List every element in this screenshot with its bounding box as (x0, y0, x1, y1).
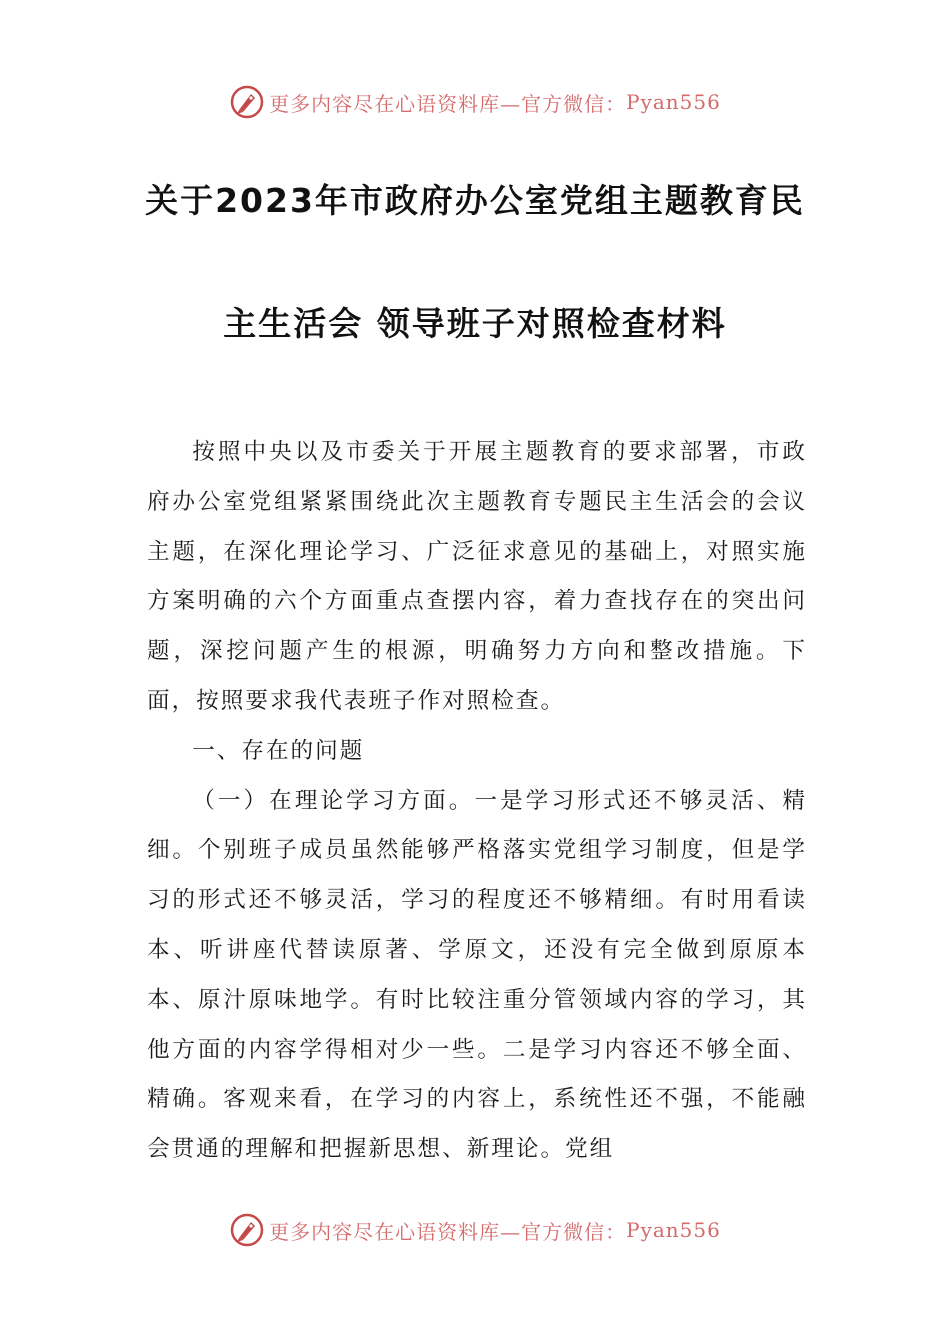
footer-banner-text: 更多内容尽在心语资料库—官方微信： (269, 1219, 627, 1244)
footer-banner-handle: Pyan556 (626, 1218, 721, 1242)
body-paragraph: （一）在理论学习方面。一是学习形式还不够灵活、精细。个别班子成员虽然能够严格落实党组学习制度，但是学习的形式还不够灵活，学习的程度还不够精细。有时用看读本、听讲座代替读原著、学原文，还没有完全做到原原本本、原汁原味地学。有时比较注重分管领域内容的学习，其他方面的内容学得相对少一些。二是学习内容还不够全面、精确。客观来看，在学习的内容上，系统性还不强，不能融会贯通的理解和把握新思想、新理论。党组 (147, 787, 807, 1163)
document-title-line-1: 关于2023年市政府办公室党组主题教育民 (145, 181, 805, 220)
body-paragraph: 按照中央以及市委关于开展主题教育的要求部署，市政府办公室党组紧紧围绕此次主题教育专题民主生活会的会议主题，在深化理论学习、广泛征求意见的基础上，对照实施方案明确的六个方面重点查摆内容，着力查找存在的突出问题，深挖问题产生的根源，明确努力方向和整改措施。下面，按照要求我代表班子作对照检查。 (147, 439, 807, 714)
document-title-line-2: 主生活会 领导班子对照检查材料 (223, 304, 727, 343)
header-banner-text: 更多内容尽在心语资料库—官方微信： (269, 91, 627, 116)
footer-banner (0, 1210, 950, 1250)
header-banner (0, 82, 950, 122)
document-body (147, 428, 807, 1175)
header-banner-handle: Pyan556 (626, 90, 721, 114)
pen-nib-logo-icon (229, 84, 265, 120)
pen-nib-logo-icon (229, 1212, 265, 1248)
section-heading: 一、存在的问题 (192, 737, 365, 764)
